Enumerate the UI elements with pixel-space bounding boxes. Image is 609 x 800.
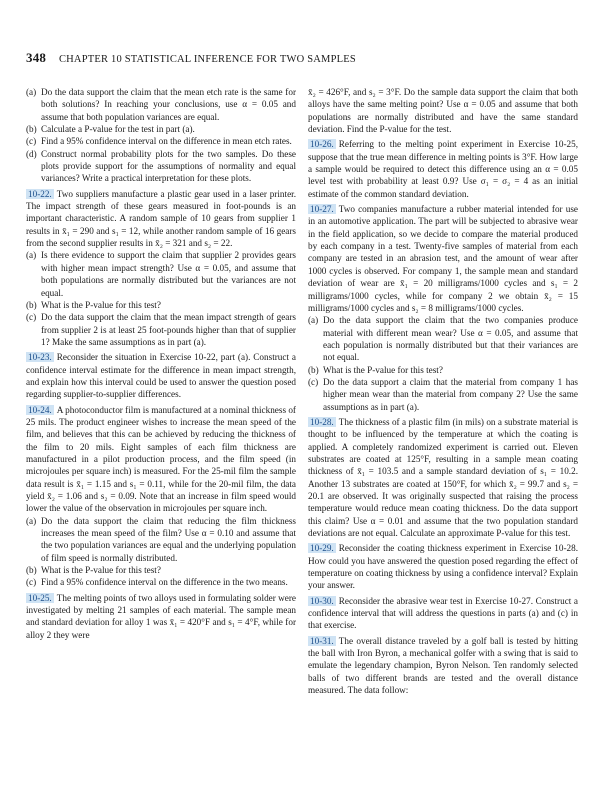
- exercise-10-25: 10-25. The melting points of two alloys used in formulating solder were investigated by melting 21 samples of each material. The sample mean and standard deviation for alloy 1 was x̄₁ = 420°F and s₁ = 4°F, while for alloy 2 they were: [26, 592, 296, 640]
- exercise-number: 10-31.: [310, 635, 334, 646]
- exercise-10-26: 10-26. Referring to the melting point experiment in Exercise 10-25, suppose that the true mean difference in melting points is 3°F. How large a sample would be required to detect this difference using an α = 0.05 level test with probability at least 0.9? Use σ₁ = σ₂ = 4 as an initial estimate of the common standard deviation.: [308, 139, 578, 199]
- page-header: [26, 50, 586, 66]
- list-item: (b) What is the P-value for this test?: [26, 565, 161, 576]
- list-item: (a) Do the data support the claim that the two companies produce material with different mean wear? Use α = 0.05, and assume that each population is normally distributed but that their variances are not equal.: [308, 315, 578, 363]
- exercise-number: 10-27.: [310, 204, 334, 215]
- exercise-10-23: 10-23. Reconsider the situation in Exercise 10-22, part (a). Construct a confidence interval estimate for the difference in mean impact strength, and explain how this interval could be used to answer the question posed regarding supplier-to-supplier differences.: [26, 352, 296, 400]
- list-item: (a) Do the data support the claim that reducing the film thickness increases the mean speed of the film? Use α = 0.10 and assume that the two population variances are equal and the underlying population of film speed is normally distributed.: [26, 515, 296, 563]
- list-item: (a) Do the data support the claim that the mean etch rate is the same for both solutions? In reaching your conclusions, use α = 0.05 and assume that both population variances are equal.: [26, 87, 296, 122]
- list-item: (b) What is the P-value for this test?: [26, 299, 161, 310]
- exercise-number: 10-30.: [310, 595, 334, 606]
- list-item: (b) Calculate a P-value for the test in part (a).: [26, 124, 195, 135]
- list-item: (c) Do the data support a claim that the material from company 1 has higher mean wear than the material from company 2? Use the same assumptions as in part (a).: [308, 376, 578, 412]
- exercise-10-25-continued: x̄₂ = 426°F, and s₂ = 3°F. Do the sample data support the claim that both alloys have the same melting point? Use α = 0.05 and assume that both populations are normally distributed and have the same standard deviation. Find the P-value for the test.: [308, 87, 578, 135]
- exercise-number: 10-23.: [28, 352, 52, 363]
- left-column: [26, 86, 296, 641]
- exercise-10-31: 10-31. The overall distance traveled by a golf ball is tested by hitting the ball with Iron Byron, a mechanical golfer with a swing that is said to emulate the legendary champion, Byron Nelson. Ten randomly selected balls of two different brands are tested and the overall distance measured. The data follow:: [308, 635, 578, 696]
- exercise-10-28: 10-28. The thickness of a plastic film (in mils) on a substrate material is thought to be influenced by the temperature at which the coating is applied. A completely randomized experiment is carried out. Eleven substrates are coated at 125°F, resulting in a sample mean coating thickness of x̄₁ = 103.5 and a sample standard deviation of s₁ = 10.2. Another 13 substrates are coated at 150°F, for which x̄₂ = 99.7 and s₂ = 20.1 are observed. It was originally suspected that raising the process temperature would reduce mean coating thickness. Do the data support this claim? Use α = 0.01 and assume that the two population standard deviations are not equal. Calculate an approximate P-value for this test.: [308, 416, 578, 539]
- page-number: 348: [26, 50, 47, 65]
- list-item: (c) Do the data support the claim that the mean impact strength of gears from supplier 2 is at least 25 foot-pounds higher than that of supplier 1? Make the same assumptions as in part (a).: [26, 312, 296, 347]
- right-column: [308, 86, 578, 697]
- list-item: (a) Is there evidence to support the claim that supplier 2 provides gears with higher mean impact strength? Use α = 0.05, and assume that both populations are normally distributed but the variances are not equal.: [26, 250, 296, 298]
- exercise-number: 10-26.: [310, 139, 334, 150]
- chapter-title: CHAPTER 10 STATISTICAL INFERENCE FOR TWO SAMPLES: [58, 54, 356, 65]
- exercise-10-30: 10-30. Reconsider the abrasive wear test in Exercise 10-27. Construct a confidence interval that will address the questions in parts (a) and (c) in that exercise.: [308, 595, 578, 631]
- exercise-number: 10-24.: [28, 404, 52, 415]
- exercise-10-27: 10-27. Two companies manufacture a rubber material intended for use in an automotive application. The part will be subjected to abrasive wear in the field application, so we decide to compare the material produced by each company in a test. Twenty-five samples of material from each company are tested in an abrasion test, and the amount of wear after 1000 cycles is observed. For company 1, the sample mean and standard deviation of wear are x̄₁ = 20 milligrams/1000 cycles and s₁ = 2 milligrams/1000 cycles, while for company 2 we obtain x̄₂ = 15 milligrams/1000 cycles and s₂ = 8 milligrams/1000 cycles.: [308, 204, 578, 313]
- list-item: (b) What is the P-value for this test?: [308, 364, 443, 375]
- exercise-10-22: 10-22. Two suppliers manufacture a plastic gear used in a laser printer. The impact strength of these gears measured in foot-pounds is an important characteristic. A random sample of 10 gears from supplier 1 results in x̄₁ = 290 and s₁ = 12, while another random sample of 16 gears from the second supplier results in x̄₂ = 321 and s₂ = 22.: [26, 188, 296, 249]
- exercise-number: 10-28.: [310, 416, 334, 427]
- exercise-number: 10-22.: [28, 188, 52, 199]
- list-item: (d) Construct normal probability plots for the two samples. Do these plots provide support for the assumptions of normality and equal variances? Write a practical interpretation for these plots.: [26, 148, 296, 184]
- exercise-number: 10-29.: [310, 543, 334, 554]
- list-item: (c) Find a 95% confidence interval on the difference in mean etch rates.: [26, 136, 292, 147]
- list-item: (c) Find a 95% confidence interval on the difference in the two means.: [26, 577, 288, 588]
- exercise-number: 10-25.: [28, 592, 52, 603]
- exercise-10-24: 10-24. A photoconductor film is manufactured at a nominal thickness of 25 mils. The product engineer wishes to increase the mean speed of the film, and believes that this can be achieved by reducing the thickness of the film to 20 mils. Eight samples of each film thickness are manufactured in a pilot production process, and the film speed (in microjoules per square inch) is measured. For the 25-mil film the sample data result is x̄₁ = 1.15 and s₁ = 0.11, while for the 20-mil film, the data yield x̄₂ = 1.06 and s₂ = 0.09. Note that an increase in film speed would lower the value of the observation in microjoules per square inch.: [26, 404, 296, 514]
- exercise-10-29: 10-29. Reconsider the coating thickness experiment in Exercise 10-28. How could you have answered the question posed regarding the effect of temperature on coating thickness by using a confidence interval? Explain your answer.: [308, 543, 578, 591]
